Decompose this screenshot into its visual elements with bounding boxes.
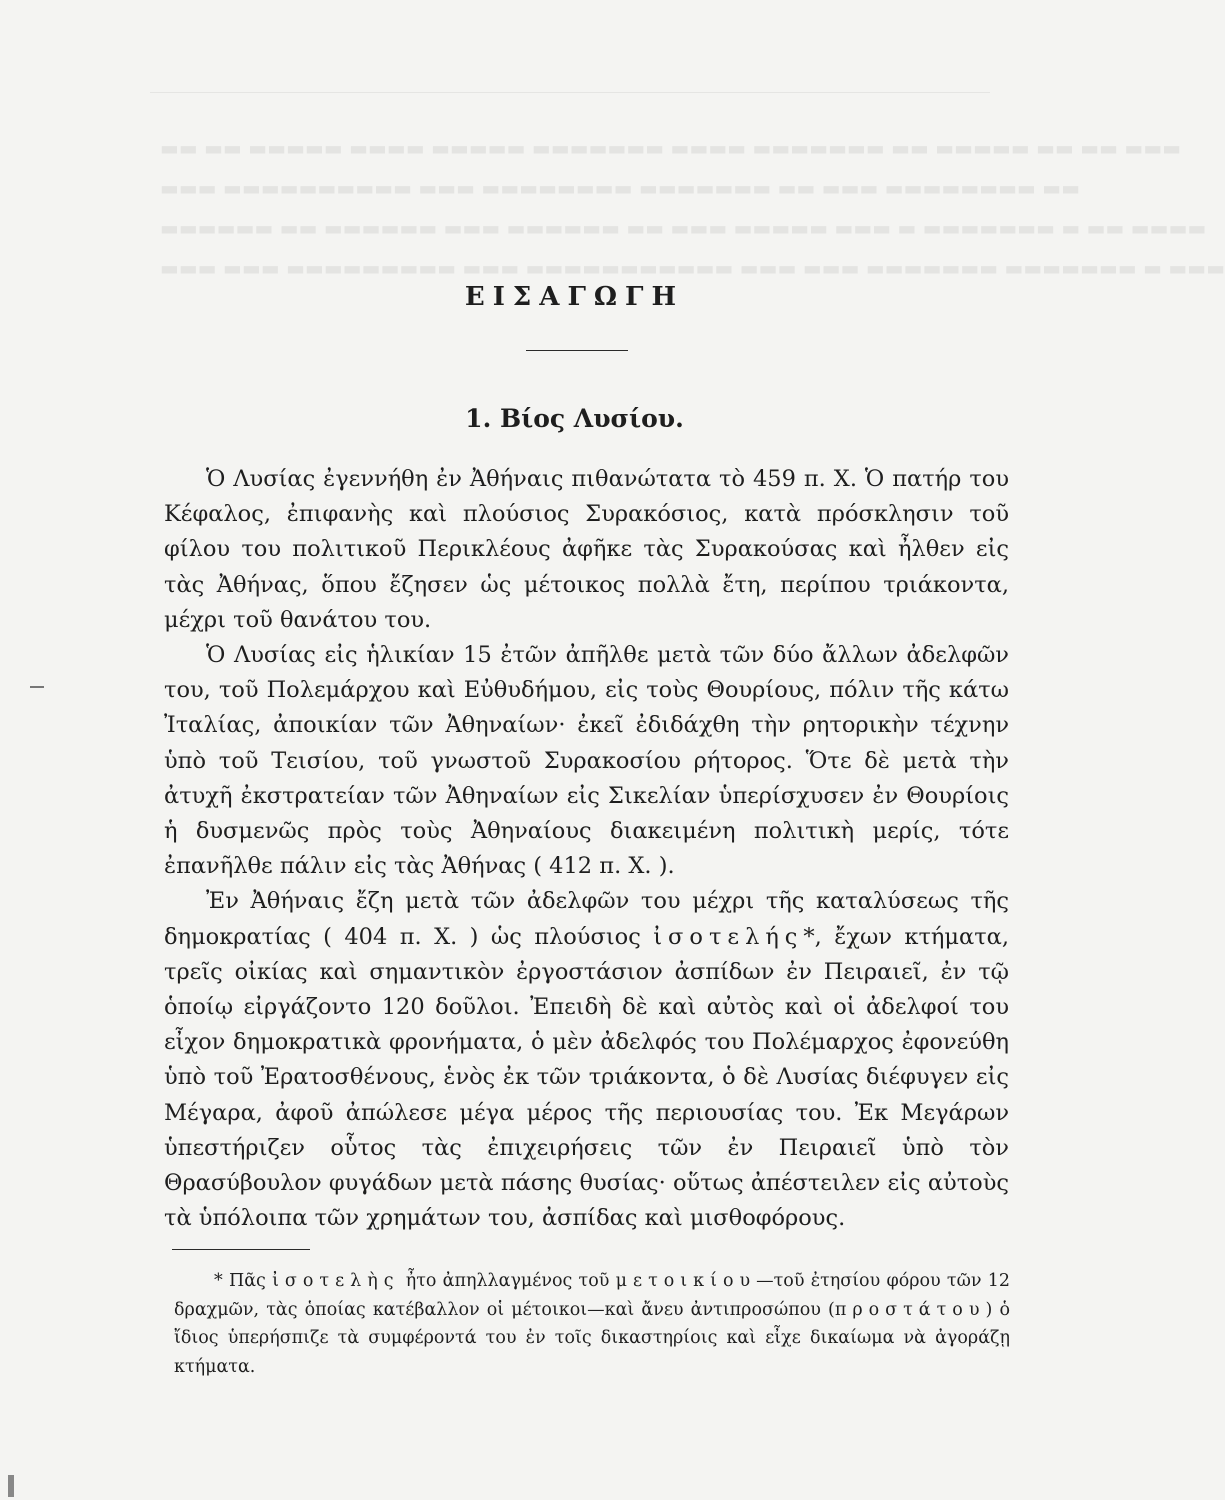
show-through-text: ▬▬ ▬▬ ▬▬▬▬▬ ▬▬▬▬ ▬▬▬▬▬ ▬▬▬▬▬▬▬ ▬▬▬▬ ▬▬▬▬▬▬▬ ▬▬ ▬▬▬▬▬ ▬▬ ▬▬ ▬▬▬ — [160, 136, 1182, 160]
spaced-term: ἰσοτελὴς — [272, 1271, 400, 1291]
footnote-text — [174, 1267, 1010, 1381]
scan-margin-mark — [30, 686, 44, 688]
footnote — [174, 1267, 1010, 1381]
footnote-segment: ) ὁ ἴδιος ὑπερήσπιζε τὰ συμφέροντά του ἐν τοῖς δικαστηρίοις καὶ εἶχε δικαίωμα νὰ ἀγοράζῃ κτήματα. — [174, 1299, 1010, 1377]
spaced-term: ἰσοτελής — [653, 923, 804, 950]
paragraph-text: Ὁ Λυσίας εἰς ἡλικίαν 15 ἐτῶν ἀπῆλθε μετὰ τῶν δύο ἄλλων ἀδελφῶν του, τοῦ Πολεμάρχου καὶ Εὐθυδήμου, εἰς τοὺς Θουρίους, πόλιν τῆς κάτω Ἰταλίας, ἀποικίαν τῶν Ἀθηναίων· ἐκεῖ ἐδιδάχθη τὴν ρητορικὴν τέχνην ὑπὸ τοῦ Τεισίου, τοῦ γνωστοῦ Συρακοσίου ρήτορος. Ὅτε δὲ μετὰ τὴν ἀτυχῆ ἐκστρατείαν τῶν Ἀθηναίων εἰς Σικελίαν ὑπερίσχυσεν ἐν Θουρίοις ἡ δυσμενῶς πρὸς τοὺς Ἀθηναίους διακειμένη πολιτικὴ μερίς, τότε ἐπανῆλθε πάλιν εἰς τὰς Ἀθήνας ( 412 π. Χ. ). — [164, 642, 1009, 880]
show-through-text: ▬▬▬ ▬▬▬ ▬▬▬▬▬▬▬▬▬ ▬▬▬ ▬▬▬▬▬▬▬▬▬▬▬ ▬▬▬ ▬▬▬ ▬▬▬▬▬▬▬ ▬▬▬▬▬▬▬ ▬ ▬▬▬ — [160, 256, 1225, 280]
spaced-term: μετοικίου — [615, 1271, 757, 1291]
paragraph-text: Ἐν Ἀθήναις ἔζη μετὰ τῶν ἀδελφῶν του μέχρι τῆς καταλύσεως τῆς δημοκρατίας ( 404 π. Χ. ) ὡς πλούσιος — [164, 888, 1009, 950]
show-through-text: ▬▬▬▬▬▬ ▬▬ ▬▬▬▬▬▬ ▬▬▬ ▬▬▬▬▬▬ ▬▬ ▬▬▬ ▬▬▬▬▬ ▬▬▬ ▬ ▬▬▬▬▬▬▬ ▬ ▬▬ ▬▬▬▬ — [160, 216, 1207, 240]
paragraph-text: *, ἔχων κτήματα, τρεῖς οἰκίας καὶ σημαντικὸν ἐργοστάσιον ἀσπίδων ἐν Πειραιεῖ, ἐν τῷ ὁποίῳ εἰργάζοντο 120 δοῦλοι. Ἐπειδὴ δὲ καὶ αὐτὸς καὶ οἱ ἀδελφοί του εἶχον δημοκρατικὰ φρονήματα, ὁ μὲν ἀδελφός του Πολέμαρχος ἐφονεύθη ὑπὸ τοῦ Ἐρατοσθένους, ἑνὸς ἐκ τῶν τριάκοντα, ὁ δὲ Λυσίας διέφυγεν εἰς Μέγαρα, ἀφοῦ ἀπώλεσε μέγα μέρος τῆς περιουσίας του. Ἐκ Μεγάρων ὑπεστήριζεν οὗτος τὰς ἐπιχειρήσεις τῶν ἐν Πειραιεῖ ὑπὸ τὸν Θρασύβουλον φυγάδων μετὰ πάσης θυσίας· οὕτως ἀπέστειλεν εἰς αὐτοὺς τὰ ὑπόλοιπα τῶν χρημάτων του, ἀσπίδας καὶ μισθοφόρους. — [164, 923, 1009, 1232]
spaced-term: προστάτου — [834, 1299, 986, 1320]
page-title: ΕΙΣΑΓΩΓΗ — [464, 282, 685, 312]
paragraph — [164, 884, 1009, 1236]
paragraph — [164, 462, 1009, 638]
show-through-text: ▬▬▬ ▬▬▬▬▬▬▬▬▬▬ ▬▬▬ ▬▬▬▬▬▬▬▬ ▬▬▬▬▬▬▬ ▬▬ ▬▬▬ ▬▬▬▬▬▬▬▬ ▬▬ — [160, 176, 1081, 200]
footnote-divider — [172, 1249, 310, 1250]
footnote-segment: —τοῦ ἐτησίου φόρου τῶν 12 δραχμῶν, τὰς ὁποίας κατέβαλλον οἱ μέτοικοι—καὶ ἄνευ ἀντιπροσώπου ( — [174, 1271, 1010, 1320]
show-through-header — [150, 60, 990, 93]
footnote-segment: ἦτο ἀπηλλαγμένος τοῦ — [399, 1271, 616, 1291]
body-text — [164, 462, 1009, 1236]
paragraph — [164, 638, 1009, 884]
footnote-segment: * Πᾶς — [214, 1271, 273, 1291]
scan-edge-mark — [8, 1475, 14, 1497]
paragraph-text: Ὁ Λυσίας ἐγεννήθη ἐν Ἀθήναις πιθανώτατα τὸ 459 π. Χ. Ὁ πατήρ του Κέφαλος, ἐπιφανὴς καὶ πλούσιος Συρακόσιος, κατὰ πρόσκλησιν τοῦ φίλου του πολιτικοῦ Περικλέους ἀφῆκε τὰς Συρακούσας καὶ ἦλθεν εἰς τὰς Ἀθήνας, ὅπου ἔζησεν ὡς μέτοικος πολλὰ ἔτη, περίπου τριάκοντα, μέχρι τοῦ θανάτου του. — [164, 466, 1009, 633]
section-heading: 1. Βίος Λυσίου. — [465, 404, 684, 433]
title-divider — [526, 350, 628, 351]
